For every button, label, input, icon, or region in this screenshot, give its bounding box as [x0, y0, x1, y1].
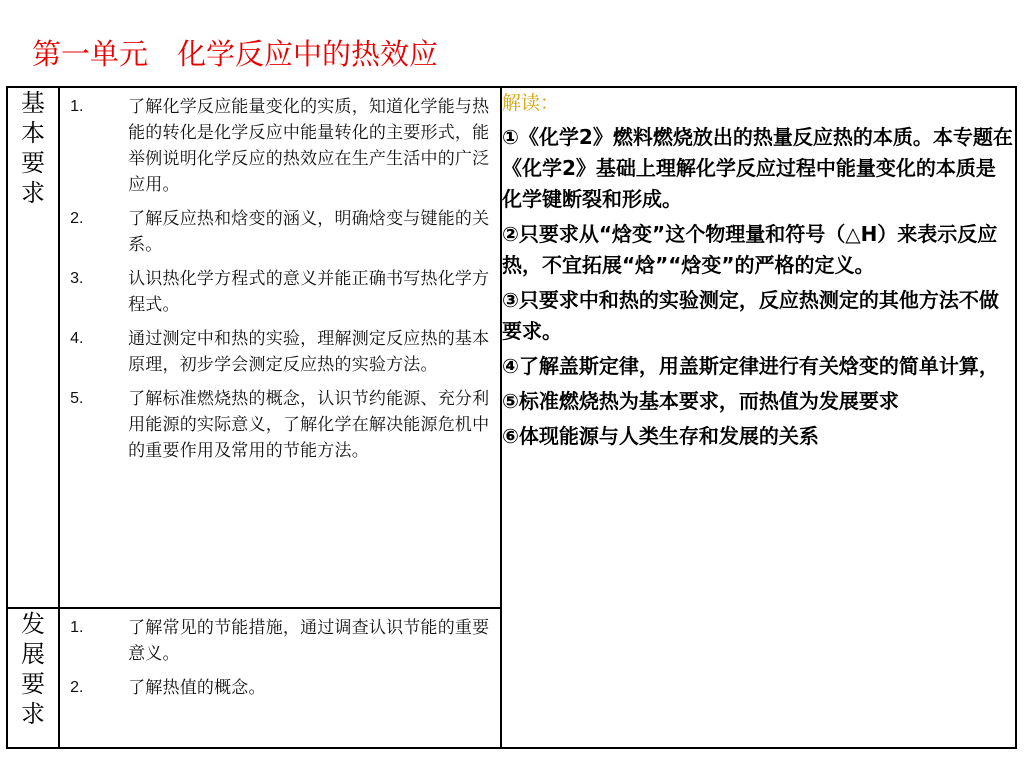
basic-label-cell [7, 87, 59, 608]
note-item: ②只要求从“焓变”这个物理量和符号（△H）来表示反应热，不宜拓展“焓”“焓变”的严格的定义。 [501, 222, 998, 277]
note-item: ⑥体现能源与人类生存和发展的关系 [501, 424, 819, 448]
syllabus-table [6, 86, 1017, 749]
item-text: 了解标准燃烧热的概念，认识节约能源、充分利用能源的实际意义，了解化学在解决能源危机中的重要作用及常用的节能方法。 [128, 389, 490, 461]
list-item [70, 675, 490, 701]
list-item [70, 615, 490, 667]
basic-items-cell [59, 87, 501, 608]
basic-requirements-row [7, 87, 1016, 608]
notes-title: 解读： [501, 92, 559, 114]
basic-label: 基本要求 [21, 89, 46, 207]
basic-requirements-list [60, 88, 500, 464]
note-item: ③只要求中和热的实验测定，反应热测定的其他方法不做要求。 [501, 288, 999, 343]
item-text: 了解反应热和焓变的涵义，明确焓变与键能的关系。 [128, 209, 490, 255]
item-number: 3. [70, 270, 84, 287]
development-items-cell [59, 608, 501, 748]
list-item [70, 386, 490, 464]
list-item [70, 94, 490, 198]
list-item [70, 206, 490, 258]
development-label-cell [7, 608, 59, 748]
item-text: 了解热值的概念。 [128, 678, 266, 698]
item-number: 4. [70, 330, 84, 347]
development-requirements-list [60, 609, 500, 701]
item-text: 了解化学反应能量变化的实质，知道化学能与热能的转化是化学反应中能量转化的主要形式，能举例说明化学反应的热效应在生产生活中的广泛应用。 [128, 97, 490, 195]
note-item: ④了解盖斯定律，用盖斯定律进行有关焓变的简单计算， [501, 354, 999, 378]
item-number: 2. [70, 210, 84, 227]
page-title: 第一单元 化学反应中的热效应 [32, 37, 439, 71]
note-item: ⑤标准燃烧热为基本要求，而热值为发展要求 [501, 389, 899, 413]
development-label: 发展要求 [21, 610, 46, 728]
notes-cell [501, 87, 1016, 748]
item-text: 了解常见的节能措施，通过调查认识节能的重要意义。 [128, 618, 490, 664]
item-text: 通过测定中和热的实验，理解测定反应热的基本原理，初步学会测定反应热的实验方法。 [128, 329, 490, 375]
list-item [70, 266, 490, 318]
item-number: 5. [70, 390, 84, 407]
item-number: 1. [70, 619, 84, 636]
item-number: 1. [70, 98, 84, 115]
list-item [70, 326, 490, 378]
item-text: 认识热化学方程式的意义并能正确书写热化学方程式。 [128, 269, 490, 315]
note-item: ①《化学2》燃料燃烧放出的热量反应热的本质。本专题在《化学2》基础上理解化学反应过程中能量变化的本质是化学键断裂和形成。 [501, 125, 1013, 211]
item-number: 2. [70, 679, 84, 696]
